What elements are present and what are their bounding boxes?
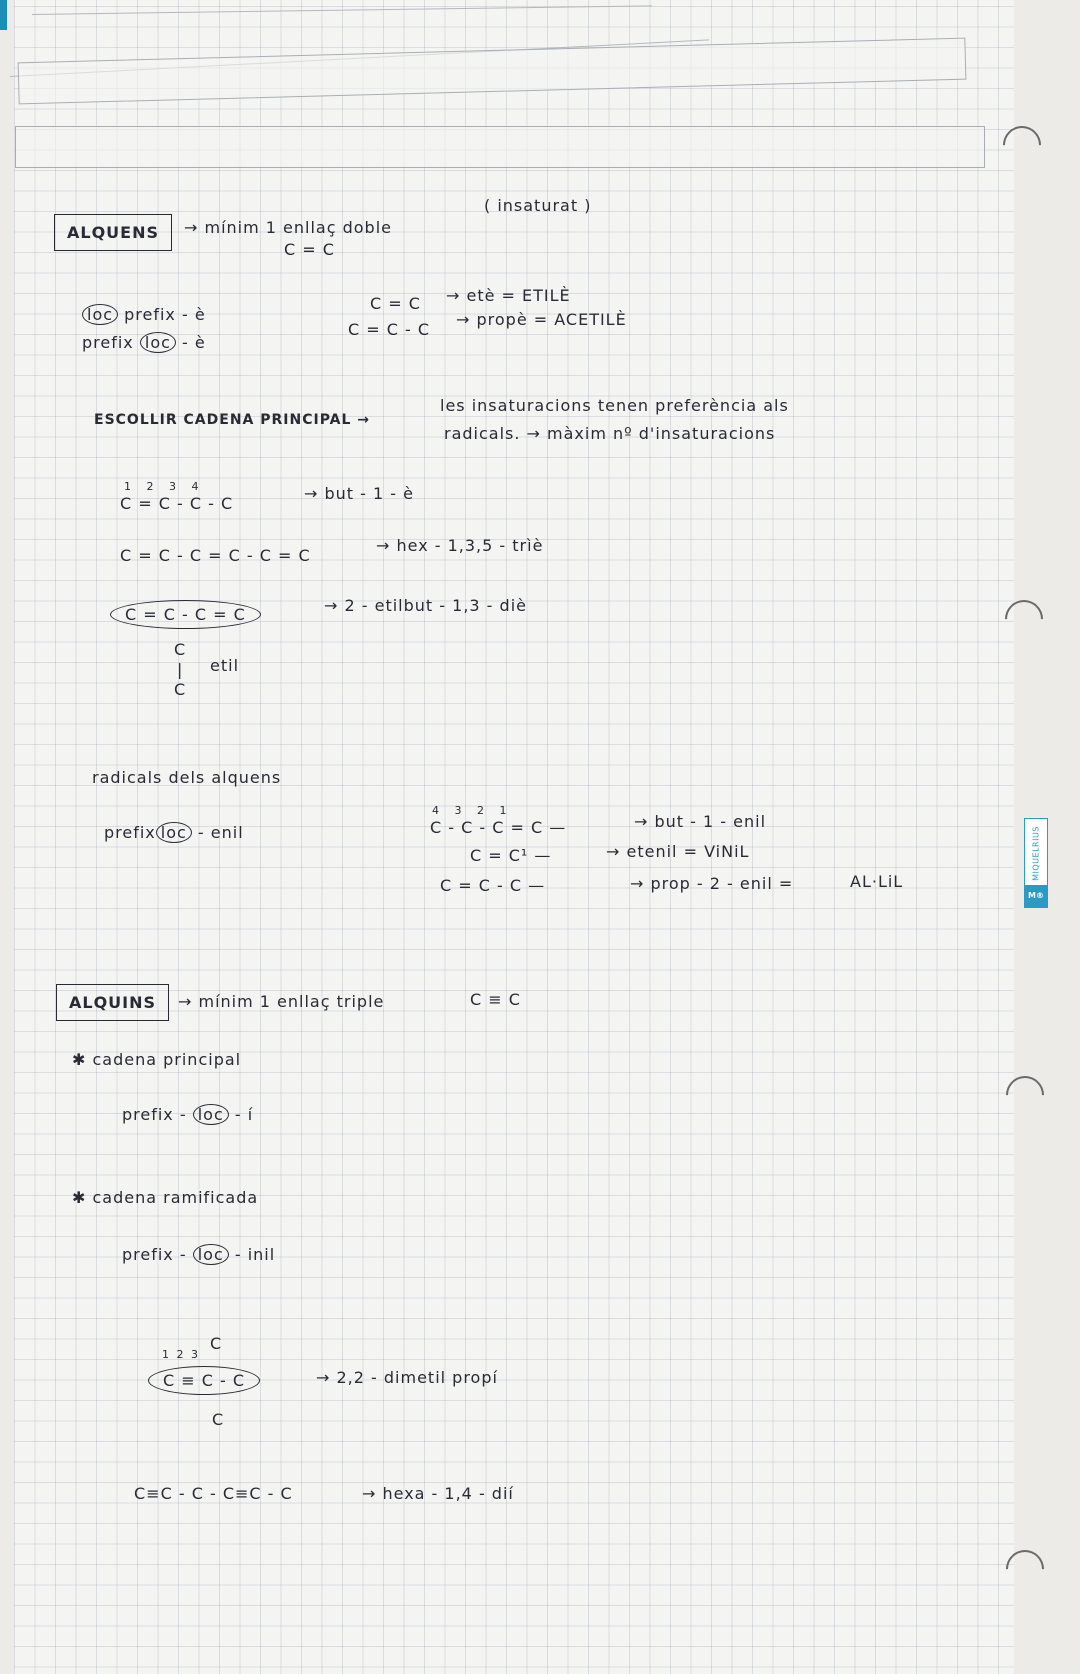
alquens-def-formula: C = C: [284, 240, 335, 259]
branched-chain-rule-prefix: prefix -: [122, 1245, 187, 1264]
branched-chain-rule: [122, 1244, 275, 1265]
branched-chain-rule-suffix: - inil: [234, 1245, 276, 1264]
radicals-rule-prefix: prefix: [104, 823, 156, 842]
brand-logo: M®: [1025, 885, 1047, 907]
dimethylpropyne-numbering: 1 2 3: [162, 1348, 200, 1361]
butenyl-name: → but - 1 - enil: [634, 812, 767, 831]
hexatriene-name: → hex - 1,3,5 - trìè: [376, 536, 544, 555]
hexadiyne-formula: C≡C - C - C≡C - C: [134, 1484, 293, 1503]
propenyl-formula: C = C - C —: [440, 876, 546, 895]
butenyl-formula: C - C - C = C —: [430, 818, 567, 837]
page-corner-tab: [0, 0, 7, 30]
loc-mid-prefix: prefix: [82, 333, 134, 352]
main-chain-rule-prefix: prefix -: [122, 1105, 187, 1124]
radical-numbering: 4 3 2 1: [432, 804, 513, 817]
branched-chain-heading: ✱ cadena ramificada: [72, 1188, 259, 1207]
alquins-title: ALQUINS: [56, 984, 169, 1021]
ethene-formula: C = C: [370, 294, 421, 313]
allyl-name: AL·LiL: [850, 872, 904, 891]
radicals-title: radicals dels alquens: [92, 768, 282, 787]
brand-tab: [1024, 818, 1048, 908]
main-chain-rule-suffix: - í: [234, 1105, 254, 1124]
loc-circle: loc: [193, 1244, 229, 1265]
ethyl-label: etil: [210, 656, 240, 675]
ethenyl-formula: C = C¹ —: [470, 846, 552, 865]
radicals-rule-suffix: - enil: [197, 823, 244, 842]
chain-numbering: 1 2 3 4: [124, 480, 205, 493]
main-chain-heading: ✱ cadena principal: [72, 1050, 242, 1069]
brand-name: MIQUELRIUS: [1031, 826, 1041, 881]
header-box: [15, 126, 985, 168]
loc-first-suffix: prefix - è: [124, 305, 206, 324]
chain-rule-text: radicals. → màxim nº d'insaturacions: [444, 424, 776, 443]
hexadiyne-name: → hexa - 1,4 - dií: [362, 1484, 514, 1503]
hexatriene-formula: C = C - C = C - C = C: [120, 546, 311, 565]
ethyl-branch-carbon: C: [174, 680, 187, 699]
propene-name: → propè = ACETILÈ: [456, 310, 627, 329]
ethenyl-name: → etenil = ViNiL: [606, 842, 750, 861]
loc-first-rule: [82, 304, 206, 325]
ethylbutadiene-name: → 2 - etilbut - 1,3 - diè: [324, 596, 527, 615]
alquins-def-formula: C ≡ C: [470, 990, 521, 1009]
ethylbutadiene-formula: C = C - C = C: [110, 600, 261, 629]
loc-mid-rule: [82, 332, 206, 353]
dimethylpropyne-bottom-carbon: C: [212, 1410, 225, 1429]
alquens-title: ALQUENS: [54, 214, 172, 251]
alquens-note: ( insaturat ): [484, 196, 592, 215]
loc-circle: loc: [156, 822, 192, 843]
chain-rule-text: les insaturacions tenen preferència als: [440, 396, 789, 415]
ethene-name: → etè = ETILÈ: [446, 286, 571, 305]
dimethylpropyne-formula: C ≡ C - C: [148, 1366, 260, 1395]
main-chain-rule: [122, 1104, 253, 1125]
radicals-rule: [104, 822, 244, 843]
alquins-definition: → mínim 1 enllaç triple: [178, 992, 385, 1011]
propenyl-name: → prop - 2 - enil =: [630, 874, 794, 893]
dimethylpropyne-top-carbon: C: [210, 1334, 223, 1353]
propene-formula: C = C - C: [348, 320, 431, 339]
dimethylpropyne-name: → 2,2 - dimetil propí: [316, 1368, 498, 1387]
loc-circle: loc: [140, 332, 176, 353]
alquens-definition: → mínim 1 enllaç doble: [184, 218, 392, 237]
loc-circle: loc: [82, 304, 118, 325]
ethyl-branch-carbon: C: [174, 640, 187, 659]
butene-name: → but - 1 - è: [304, 484, 414, 503]
ethyl-branch-bond: |: [177, 660, 184, 679]
butene-formula: C = C - C - C: [120, 494, 234, 513]
chain-rule-label: ESCOLLIR CADENA PRINCIPAL →: [94, 412, 371, 428]
loc-circle: loc: [193, 1104, 229, 1125]
loc-mid-suffix: - è: [182, 333, 206, 352]
